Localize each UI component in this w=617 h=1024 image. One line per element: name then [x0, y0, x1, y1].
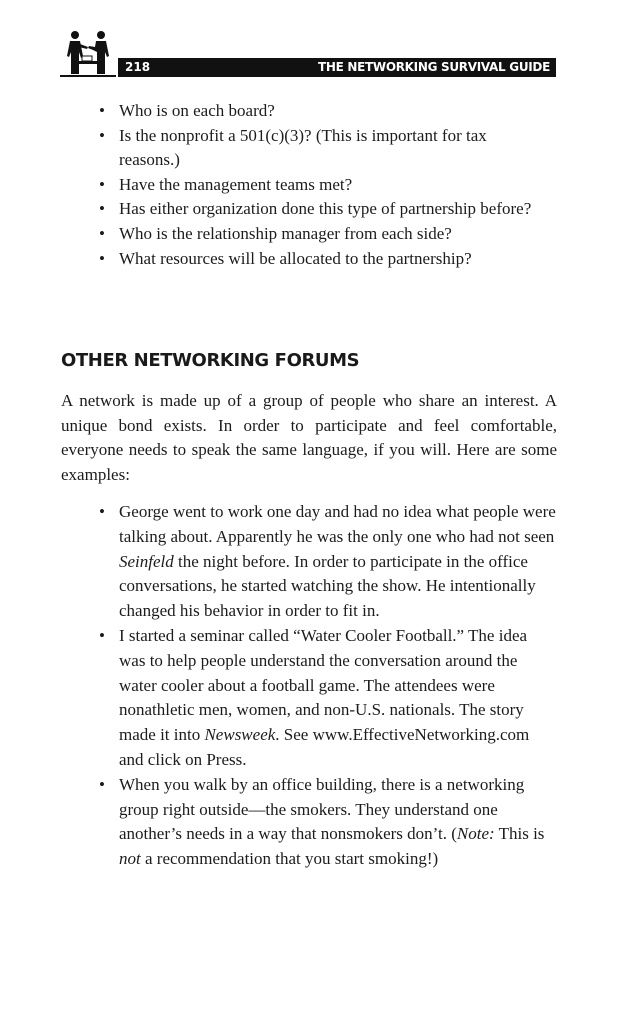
text-run: . See www.EffectiveNetworking.com and click on Press.: [119, 725, 530, 769]
list-item: [99, 624, 557, 773]
text-run: I started a seminar called “Water Cooler Football.” The idea was to help people understand the conversation around the water cooler about a football game. The attendees were nonathletic men, women, and non-U.S. nationals. The story made it into: [119, 625, 528, 745]
list-item: • Who is on each board?: [99, 99, 539, 124]
emphasis-not: not: [119, 849, 141, 869]
body-paragraph: A network is made up of a group of people who share an interest. A unique bond exists. In order to participate and feel comfortable, everyone needs to speak the same language, if you will. Here are some examples:: [61, 391, 557, 485]
section-heading: OTHER NETWORKING FORUMS: [61, 350, 360, 371]
list-item: [99, 773, 557, 872]
page-header: [60, 28, 557, 80]
example-list: [99, 500, 557, 872]
show-title: Seinfeld: [119, 551, 174, 571]
list-item: • Have the management teams met?: [99, 173, 539, 198]
list-item: • Has either organization done this type of partnership before?: [99, 197, 539, 222]
handshake-logo-icon: [60, 28, 116, 78]
question-list: [99, 99, 539, 271]
text-run: This is: [494, 824, 545, 844]
note-label: Note:: [456, 824, 495, 844]
list-item: • Who is the relationship manager from each side?: [99, 222, 539, 247]
list-item: [99, 500, 557, 624]
text-run: George went to work one day and had no idea what people were talking about. Apparently he was the only one who had not seen: [119, 502, 556, 546]
text-run: a recommendation that you start smoking!): [140, 849, 439, 869]
list-item: • What resources will be allocated to the partnership?: [99, 247, 539, 272]
text-run: the night before. In order to participate in the office conversations, he started watching the show. He intentionally changed his behavior in order to fit in.: [119, 551, 536, 621]
text-run: When you walk by an office building, there is a networking group right outside—the smokers. They understand one another’s needs in a way that nonsmokers don’t. (: [119, 774, 525, 844]
page-number: 218: [125, 60, 151, 74]
list-item: • Is the nonprofit a 501(c)(3)? (This is important for tax reasons.): [99, 124, 539, 173]
running-head: THE NETWORKING SURVIVAL GUIDE: [317, 60, 550, 74]
header-bar: [118, 58, 556, 77]
magazine-title: Newsweek: [204, 725, 276, 745]
